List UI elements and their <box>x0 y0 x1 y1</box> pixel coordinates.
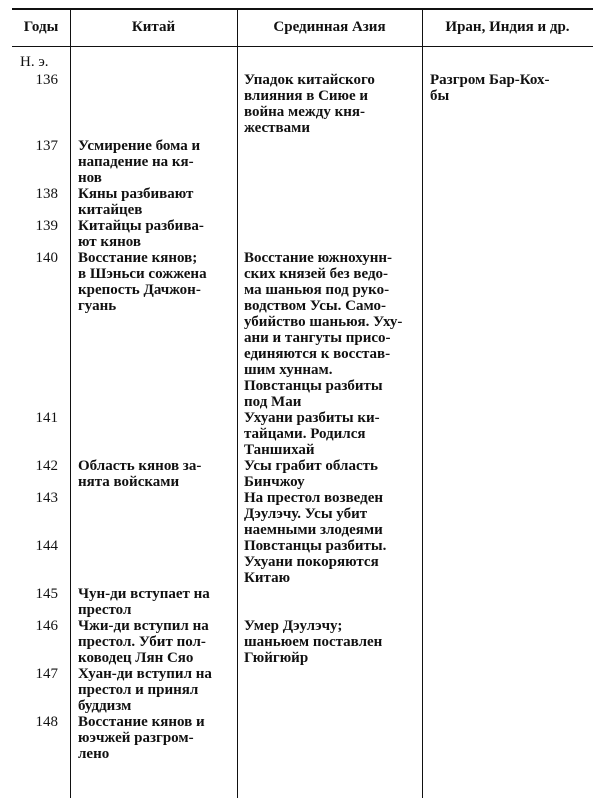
central-asia-event: Восстание южнохунн- ских князей без ведо- ма шаньюя под руко- водством Усы. Само- убийство шаньюя. Уху- ани и тангуты присо- единяются к восстав- шим хуннам. Повстанцы разбиты под Маи <box>244 250 403 410</box>
year-cell: 136 <box>35 72 58 88</box>
column-divider <box>422 8 423 798</box>
header-years: Годы <box>23 19 59 35</box>
year-cell: 142 <box>35 458 58 474</box>
year-cell: 146 <box>35 618 58 634</box>
central-asia-event: Повстанцы разбиты. Ухуани покоряются Китаю <box>244 538 387 586</box>
central-asia-event: Ухуани разбиты ки- тайцами. Родился Таншихай <box>244 410 380 458</box>
china-event: Область кянов за- нята войсками <box>78 458 202 490</box>
table-top-rule <box>12 8 593 10</box>
header-china: Китай <box>131 19 176 35</box>
year-cell: 138 <box>35 186 58 202</box>
column-divider <box>70 8 71 798</box>
column-divider <box>237 8 238 798</box>
china-event: Чун-ди вступает на престол <box>78 586 210 618</box>
central-asia-event: Упадок китайского влияния в Сиюе и война между кня- жествами <box>244 72 375 136</box>
chronology-table <box>12 8 593 798</box>
year-cell: 144 <box>35 538 58 554</box>
header-bottom-rule <box>12 46 593 47</box>
central-asia-event: Умер Дэулэчу; шаньюем поставлен Гюйгюйр <box>244 618 383 666</box>
china-event: Усмирение бома и нападение на кя- нов <box>78 138 201 186</box>
era-label: Н. э. <box>20 54 49 70</box>
year-cell: 137 <box>35 138 58 154</box>
year-cell: 147 <box>35 666 58 682</box>
year-cell: 145 <box>35 586 58 602</box>
header-iran-india: Иран, Индия и др. <box>445 19 570 35</box>
china-event: Китайцы разбива- ют кянов <box>78 218 204 250</box>
china-event: Чжи-ди вступил на престол. Убит пол- ководец Лян Сяо <box>78 618 209 666</box>
header-central-asia: Срединная Азия <box>273 19 386 35</box>
year-cell: 143 <box>35 490 58 506</box>
china-event: Восстание кянов; в Шэньси сожжена крепость Дачжон- гуань <box>78 250 207 314</box>
year-cell: 140 <box>35 250 58 266</box>
china-event: Хуан-ди вступил на престол и принял буддизм <box>78 666 212 714</box>
china-event: Восстание кянов и юэчжей разгром- лено <box>78 714 205 762</box>
iran-india-event: Разгром Бар-Кох- бы <box>430 72 550 104</box>
central-asia-event: Усы грабит область Бинчжоу <box>244 458 378 490</box>
year-cell: 148 <box>35 714 58 730</box>
china-event: Кяны разбивают китайцев <box>78 186 194 218</box>
central-asia-event: На престол возведен Дэулэчу. Усы убит наемными злодеями <box>244 490 384 538</box>
year-cell: 139 <box>35 218 58 234</box>
year-cell: 141 <box>35 410 58 426</box>
